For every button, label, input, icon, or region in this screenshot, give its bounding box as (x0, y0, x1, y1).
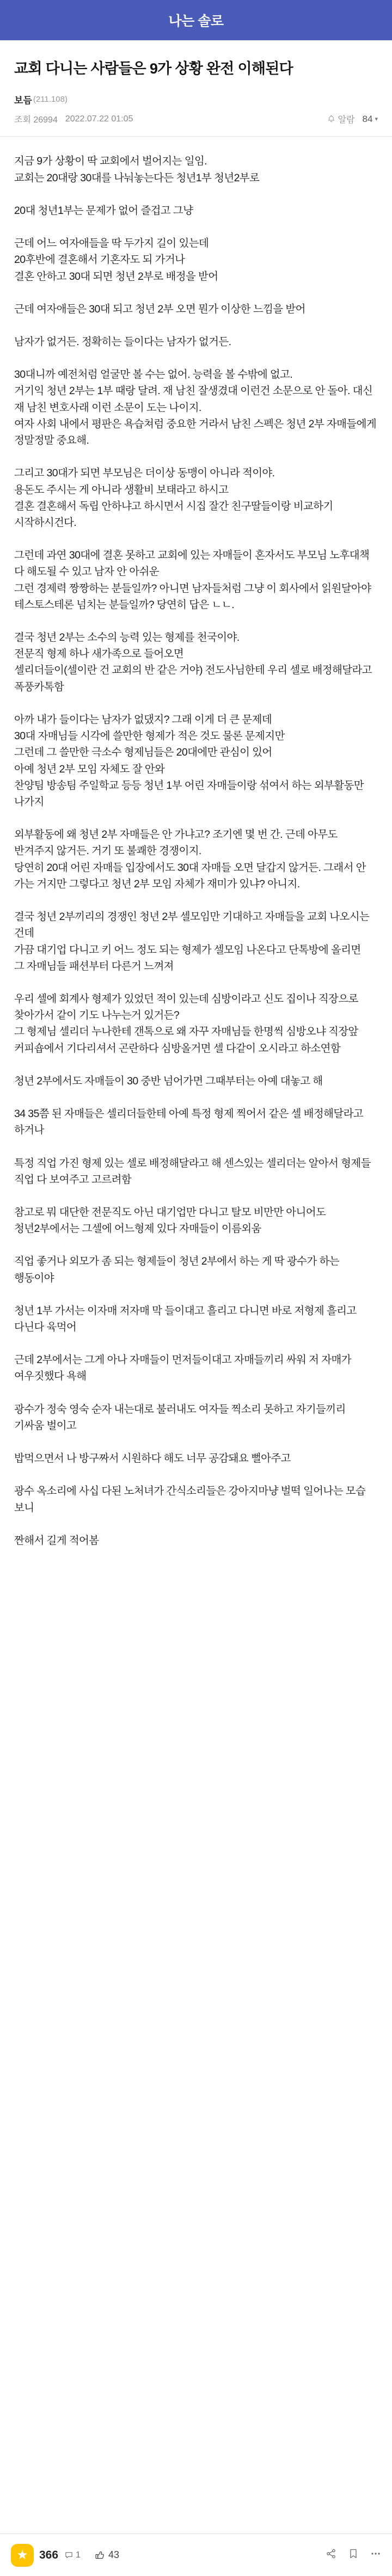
share-icon[interactable] (326, 2548, 336, 2562)
bottom-action-bar (0, 2534, 392, 2576)
comment-count-chip[interactable] (65, 2550, 81, 2560)
app-title: 나는 솔로 (168, 14, 224, 29)
paragraph: 참고로 뭐 대단한 전문직도 아닌 대기업만 다니고 탈모 비만만 아니어도 청년2부에서는 그셀에 어느형제 있다 자매들이 이름외움 (14, 1206, 329, 1235)
alarm-label: 알람 (338, 115, 355, 125)
page-title: 교회 다니는 사람들은 9가 상황 완전 이해된다 (14, 60, 293, 77)
paragraph: 그리고 30대가 되면 부모님은 더이상 동맹이 아니라 적이야. 용돈도 주시는 게 아니라 생활비 보태라고 하시고 결혼 결혼해서 독립 안하냐고 하시면서 시집 잘간 친구딸들이랑 비교하기 시작하시건다. (14, 467, 333, 529)
paragraph: 근데 2부에서는 그게 아나 자매들이 먼저들이대고 자매들끼리 싸워 저 자매가 여우짓했다 욕해 (14, 1354, 354, 1383)
paragraph: 34 35쯤 된 자매들은 셀리더들한테 아예 특정 형제 찍어서 같은 셀 배정해달라고 하거나 (14, 1108, 366, 1137)
view-count: 조회 26994 (14, 115, 58, 125)
paragraph: 30대니까 예전처럼 얼굴만 볼 수는 없어. 능력을 볼 수밖에 없고. 거기익 청년 2부는 1부 때랑 달려. 재 남친 잘생겼대 이런건 소문으로 안 돌아. 대신 재 남친 변호사래 이런 소문이 도는 나이지. 여자 사회 내에서 평판은 욕습쳐럼 중요한 거라서 남친 스펙은 청년 2부 자매들에게 정말정말 중요해. (14, 369, 377, 447)
comment-count: 1 (76, 2550, 81, 2560)
paragraph: 광수가 정숙 영숙 순자 내는대로 불러내도 여자들 찍소리 못하고 자기들끼리 기싸움 벌이고 (14, 1403, 348, 1432)
paragraph: 밥먹으면서 나 방구짜서 시원하다 해도 너무 공감돼요 뻘아주고 (14, 1452, 291, 1465)
recommend-count-badge[interactable] (363, 114, 378, 125)
article-body (0, 137, 392, 2534)
chevron-down-icon: ▾ (375, 116, 378, 123)
like-chip[interactable] (95, 2549, 119, 2561)
paragraph: 외부활동에 왜 청년 2부 자매들은 안 가냐고? 조기엔 몇 번 간. 근데 아무도 반겨주지 않거든. 거기 또 불쾌한 경쟁이지. 당연히 20대 어린 자매들 입장에서도 30대 자매들 오면 달갑지 않거든. 그래서 안 가는 거지만 그렇다고 청년 2부 모임 자체가 재미가 있냐? 아니지. (14, 829, 366, 890)
paragraph: 그런데 과연 30대에 결혼 못하고 교회에 있는 자매들이 혼자서도 부모님 노후대책 다 해도될 수 있고 남자 안 아쉬운 그런 경제력 짱짱하는 분들일까? 아니면 남자들처럼 그냥 이 회사에서 읽원달아야 테스토스테론 넘치는 분들일까? 당연히 답은 ㄴㄴ. (14, 549, 371, 611)
author-name[interactable]: 보듬 (14, 95, 32, 106)
bell-icon (327, 115, 335, 123)
star-icon[interactable]: ★ (11, 2544, 34, 2567)
paragraph: 광수 옥소리에 사십 다된 노처녀가 간식소리들은 강아지마냥 벌떡 일어나는 모습 보니 (14, 1485, 369, 1514)
paragraph: 결국 청년 2부는 소수의 능력 있는 형제를 천국이야. 전문직 형제 하나 새가족으로 들어오면 셀리더들이(셀이란 건 교회의 반 같은 거야) 전도사님한테 우리 셀로 배정해달라고 폭풍카톡함 (14, 631, 372, 693)
bookmark-icon[interactable] (348, 2548, 358, 2562)
more-icon[interactable] (370, 2548, 381, 2562)
paragraph: 근데 여자애들은 30대 되고 청년 2부 오면 뭔가 이상한 느낌을 받어 (14, 303, 305, 315)
paragraph: 결국 청년 2부끼리의 경쟁인 청년 2부 셀모임만 기대하고 자매들을 교회 나오시는 건데 가끔 대기업 다니고 키 어느 정도 되는 형제가 셀모임 나온다고 단톡방에 올리면 그 자매님들 패션부터 다른거 느껴져 (14, 911, 370, 972)
paragraph: 청년 2부에서도 자매들이 30 중반 넘어가면 그때부터는 아예 대놓고 해 (14, 1075, 323, 1087)
paragraph: 아까 내가 들이다는 남자가 없댔지? 그래 이게 더 큰 문제데 30대 자매님들 시각에 쓸만한 형제가 적은 것도 물론 문제지만 그런데 그 쓸만한 극소수 형제님들은 20대에만 관심이 있어 아예 청년 2부 모임 자체도 잘 안와 찬양팀 방송팀 주일학교 등등 청년 1부 어린 자매들이랑 섞여서 하는 외부활동만 나가지 (14, 713, 364, 808)
bottom-icon-group (326, 2548, 381, 2562)
meta-row (14, 113, 378, 125)
article-header (0, 40, 392, 137)
thumbs-up-icon (95, 2550, 105, 2560)
comment-icon (65, 2551, 73, 2559)
recommend-count: 84 (362, 113, 373, 124)
post-date: 2022.07.22 01:05 (65, 114, 133, 124)
author-ip: (211.108) (33, 95, 68, 105)
paragraph: 지금 9가 상황이 딱 교회에서 벌어지는 일임. 교회는 20대랑 30대를 나눠놓는다든 청년1부 청년2부로 (14, 155, 260, 184)
like-count: 43 (108, 2549, 119, 2560)
alarm-button[interactable] (327, 113, 355, 125)
paragraph: 남자가 없거든. 정확히는 들이다는 남자가 없거든. (14, 335, 231, 348)
paragraph: 근데 어느 여자애들을 딱 두가지 길이 있는데 20후반에 결혼해서 기혼자도 되 가거나 결혼 안하고 30대 되면 청년 2부로 배정을 받어 (14, 237, 218, 283)
paragraph: 짠해서 길게 적어봄 (14, 1534, 99, 1547)
paragraph: 직업 좋거나 외모가 좀 되는 형제들이 청년 2부에서 하는 게 딱 광수가 하는 행동이야 (14, 1255, 342, 1284)
top-app-bar (0, 0, 392, 40)
paragraph: 특정 직업 가진 형제 있는 셀로 배정해달라고 해 센스있는 셀리더는 알아서 형제들 직업 다 보여주고 고르려함 (14, 1157, 373, 1186)
paragraph: 우리 셀에 회계사 형제가 있었던 적이 있는데 심방이라고 신도 집이나 직장으로 찾아가서 같이 기도 나누는거 있거든? 그 형제님 셀리더 누나한테 갠톡으로 왜 자꾸 자매님들 한명씩 심방오냐 직장앞 커피숍에서 기다리셔서 곤란하다 심방올거면 셀 다같이 오시라고 하소연함 (14, 992, 358, 1054)
paragraph: 청년 1부 가서는 이자매 저자매 막 들이대고 흘리고 다니면 바로 저형제 흘리고 다닌다 육먹어 (14, 1304, 359, 1334)
paragraph: 20대 청년1부는 문제가 없어 즐겁고 그냥 (14, 204, 193, 217)
author-row (14, 93, 378, 106)
recommend-total: 366 (39, 2548, 59, 2561)
